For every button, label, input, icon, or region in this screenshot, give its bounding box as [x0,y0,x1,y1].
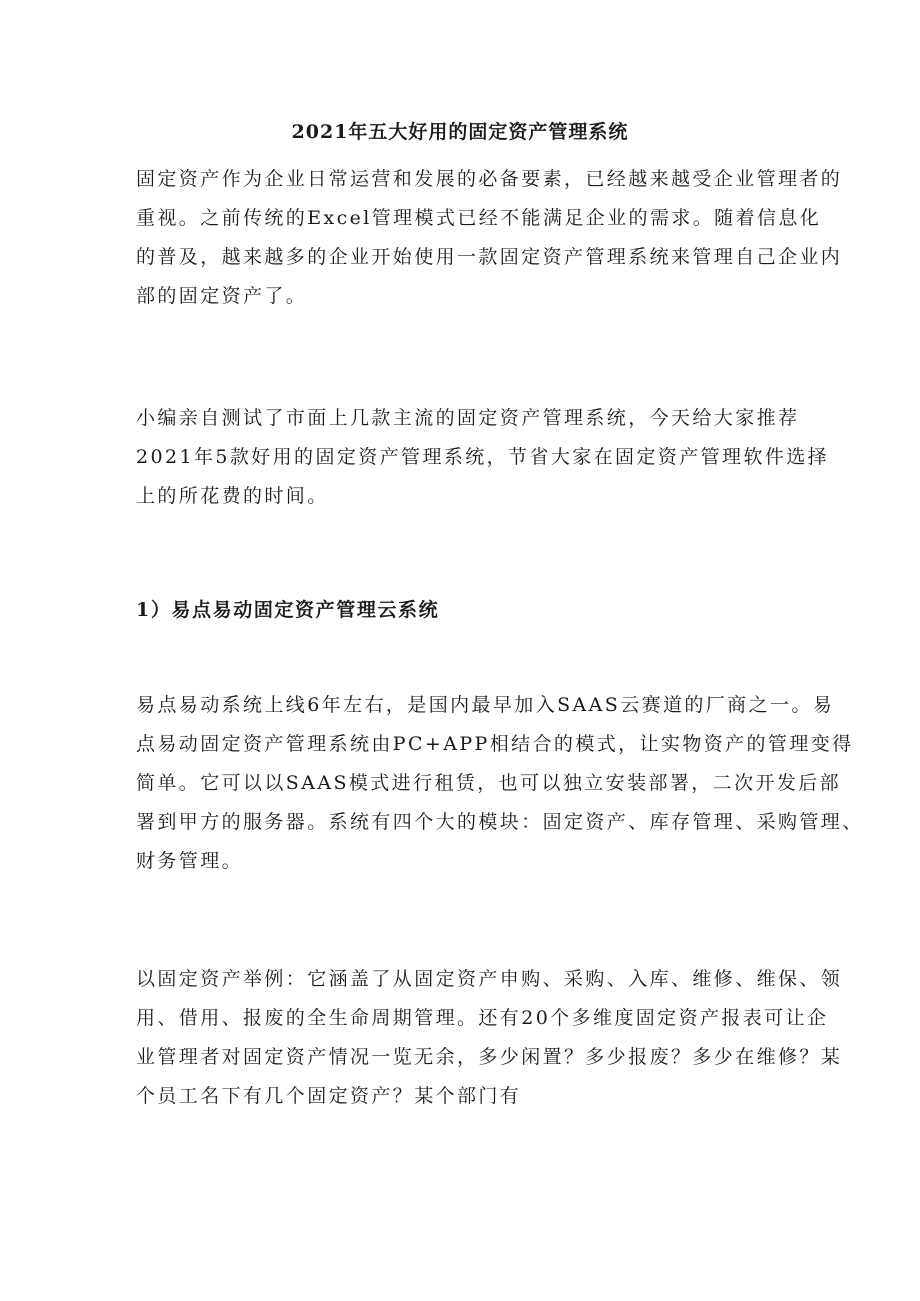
text-line: 简单。它可以以SAAS模式进行租赁，也可以独立安装部署，二次开发后部 [136,772,842,794]
text-line: 上的所花费的时间。 [136,485,329,507]
text-line: 以固定资产举例：它涵盖了从固定资产申购、采购、入库、维修、维保、领 [136,968,843,990]
text-line: 2021年5款好用的固定资产管理系统，节省大家在固定资产管理软件选择 [136,446,830,468]
text-line: 的普及，越来越多的企业开始使用一款固定资产管理系统来管理自己企业内 [136,246,843,268]
text-line: 财务管理。 [136,850,244,872]
document-title: 2021年五大好用的固定资产管理系统 [291,121,629,143]
section1-paragraph-2 [136,960,843,1116]
text-line: 重视。之前传统的Excel管理模式已经不能满足企业的需求。随着信息化 [136,207,822,229]
section-heading: 1）易点易动固定资产管理云系统 [136,599,440,621]
text-line: 业管理者对固定资产情况一览无余，多少闲置？多少报废？多少在维修？某 [136,1046,843,1068]
text-line: 小编亲自测试了市面上几款主流的固定资产管理系统，今天给大家推荐 [136,407,800,429]
text-line: 部的固定资产了。 [136,285,308,307]
text-line: 固定资产作为企业日常运营和发展的必备要素，已经越来越受企业管理者的 [136,168,843,190]
text-line: 易点易动系统上线6年左右，是国内最早加入SAAS云赛道的厂商之一。易 [136,694,835,716]
text-line: 用、借用、报废的全生命周期管理。还有20个多维度固定资产报表可让企 [136,1007,829,1029]
text-line: 署到甲方的服务器。系统有四个大的模块：固定资产、库存管理、采购管理、 [136,811,864,833]
text-line: 点易动固定资产管理系统由PC+APP相结合的模式，让实物资产的管理变得 [136,733,854,755]
recommend-paragraph [136,399,830,516]
intro-paragraph [136,160,843,316]
section1-paragraph-1 [136,686,864,881]
text-line: 个员工名下有几个固定资产？某个部门有 [136,1085,522,1107]
